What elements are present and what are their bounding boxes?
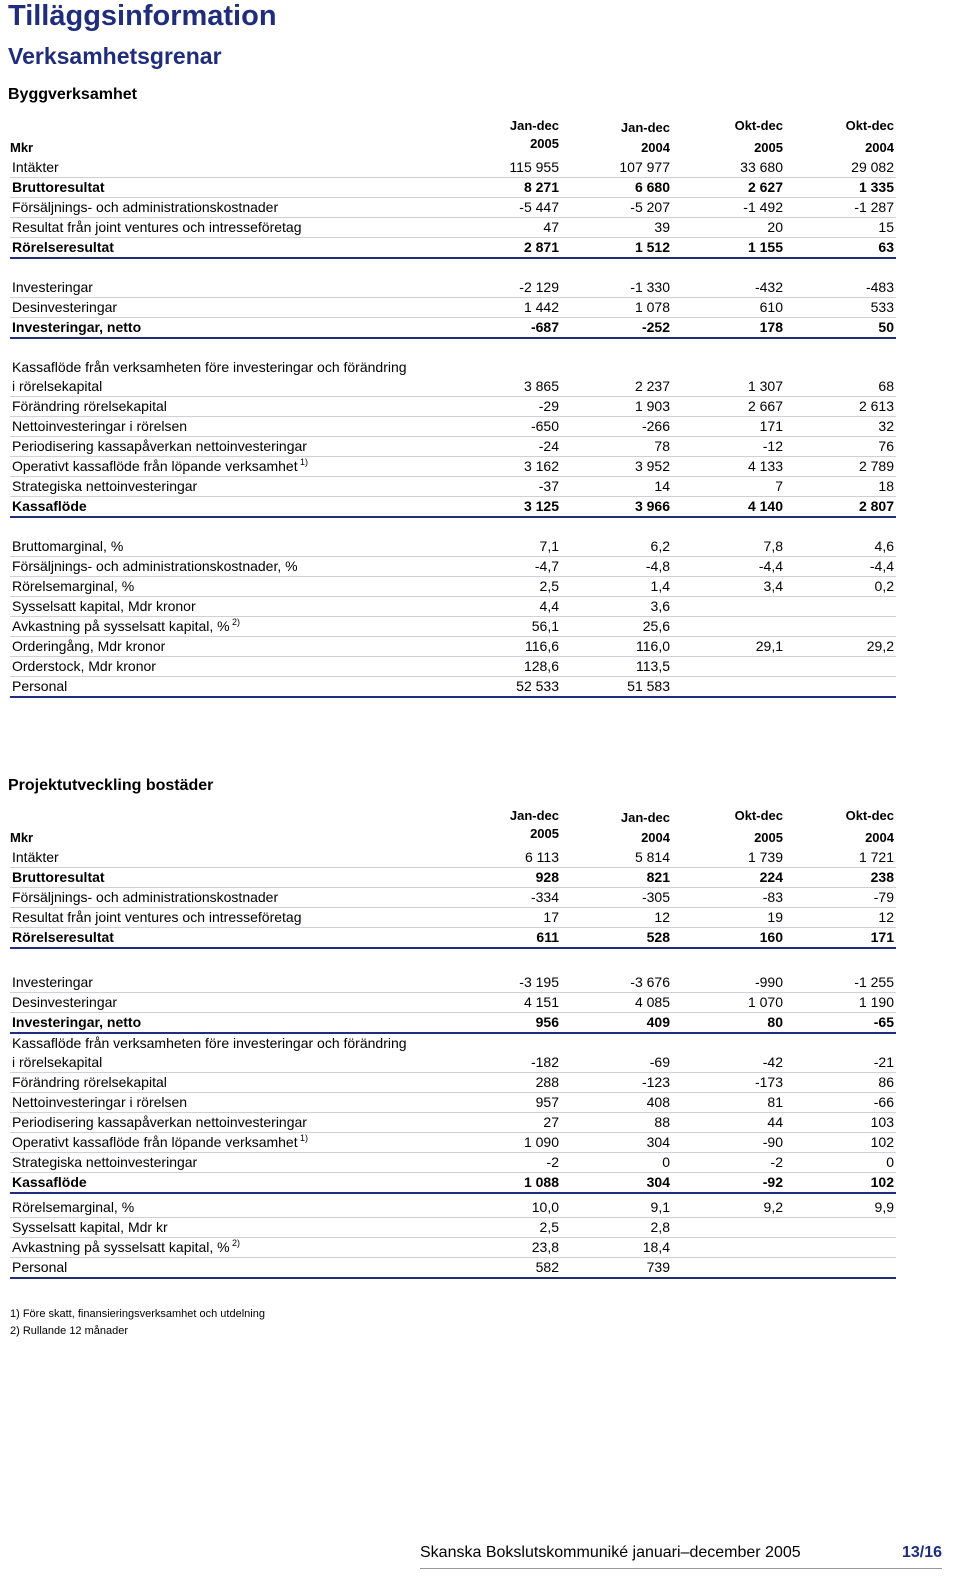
row-label: Orderingång, Mdr kronor <box>12 638 166 654</box>
row-label: Sysselsatt kapital, Mdr kr <box>12 1219 168 1235</box>
table-row <box>10 1153 896 1173</box>
table-row <box>10 278 896 298</box>
table-row <box>10 1073 896 1093</box>
row-value-col3: 80 <box>767 1014 783 1030</box>
row-value-col3: 171 <box>759 418 783 434</box>
row-label: Kassaflöde från verksamheten före investeringar och förändring <box>12 359 407 375</box>
table-row <box>10 298 896 318</box>
row-value-col4: 533 <box>870 299 894 315</box>
row-value-col2: 88 <box>654 1114 670 1130</box>
row-label: Försäljnings- och administrationskostnader <box>12 889 279 905</box>
row-label: Periodisering kassapåverkan nettoinvesteringar <box>12 438 307 454</box>
table-row <box>10 477 896 497</box>
row-value-col4: -1 287 <box>854 199 894 215</box>
row-label: Desinvesteringar <box>12 299 118 315</box>
row-value-col3: -83 <box>762 889 783 905</box>
row-value-col4: 2 807 <box>858 498 894 514</box>
row-value-col1: 52 533 <box>516 678 559 694</box>
row-value-col3: 7 <box>775 478 783 494</box>
table-header <box>10 808 896 848</box>
row-value-col1: 3 162 <box>523 458 559 474</box>
footnote-ref: 1) <box>300 457 309 467</box>
row-value-col4: 2 613 <box>858 398 894 414</box>
row-value-col3: -173 <box>754 1074 783 1090</box>
table-row <box>10 677 896 698</box>
table-row <box>10 1173 896 1194</box>
row-label: Förändring rörelsekapital <box>12 1074 167 1090</box>
row-value-col2: 39 <box>654 219 670 235</box>
row-label: Personal <box>12 678 68 694</box>
header-col3-period: Okt-dec <box>734 808 783 823</box>
row-value-col3: 160 <box>759 929 783 945</box>
row-value-col2: 409 <box>646 1014 670 1030</box>
row-value-col3: -12 <box>762 438 783 454</box>
header-col4-year: 2004 <box>865 830 894 845</box>
table-row <box>10 973 896 993</box>
table-row <box>10 358 896 397</box>
header-col2-year: 2004 <box>641 830 670 845</box>
row-value-col4: 12 <box>878 909 894 925</box>
row-value-col4: 238 <box>870 869 894 885</box>
row-value-col4: -79 <box>873 889 894 905</box>
row-value-col1: 116,6 <box>525 638 559 654</box>
row-value-col2: 5 814 <box>634 849 670 865</box>
table-row <box>10 557 896 577</box>
row-value-col2: 0 <box>662 1154 670 1170</box>
table-row <box>10 457 896 477</box>
row-value-col2: 2,8 <box>650 1219 670 1235</box>
row-value-col3: 610 <box>759 299 783 315</box>
row-value-col1: 17 <box>543 909 559 925</box>
row-value-col1: -334 <box>530 889 559 905</box>
row-value-col2: 78 <box>654 438 670 454</box>
row-value-col2: 51 583 <box>627 678 670 694</box>
table-row <box>10 848 896 868</box>
row-value-col1: 288 <box>535 1074 559 1090</box>
row-value-col1: 2,5 <box>539 1219 559 1235</box>
header-col4-period: Okt-dec <box>845 118 894 133</box>
row-value-col3: -92 <box>762 1174 783 1190</box>
header-col1-period: Jan-dec <box>509 808 559 823</box>
row-label: Investeringar <box>12 974 93 990</box>
table-row <box>10 657 896 677</box>
row-value-col2: 4 085 <box>634 994 670 1010</box>
row-value-col3: -1 492 <box>743 199 783 215</box>
row-value-col2: 116,0 <box>636 638 670 654</box>
row-value-col3: 3,4 <box>763 578 783 594</box>
row-value-col2: 1 512 <box>634 239 670 255</box>
row-value-col1: -3 195 <box>519 974 559 990</box>
row-value-col2: 113,5 <box>636 658 670 674</box>
row-value-col3: -90 <box>762 1134 783 1150</box>
row-value-col1: -37 <box>538 478 559 494</box>
row-value-col2: 304 <box>646 1134 670 1150</box>
table-row <box>10 993 896 1013</box>
row-label: Strategiska nettoinvesteringar <box>12 478 198 494</box>
row-value-col4: -1 255 <box>854 974 894 990</box>
row-value-col1: -182 <box>530 1054 559 1070</box>
row-value-col2: 6 680 <box>634 179 670 195</box>
row-value-col3: 44 <box>767 1114 783 1130</box>
row-value-col2: 6,2 <box>650 538 670 554</box>
row-value-col4: -65 <box>873 1014 894 1030</box>
row-value-col1: 4,4 <box>539 598 559 614</box>
table-row <box>10 238 896 259</box>
row-label: Rörelsemarginal, % <box>12 1199 135 1215</box>
row-value-col2: -252 <box>641 319 670 335</box>
table-row <box>10 198 896 218</box>
row-value-col3: 7,8 <box>763 538 783 554</box>
row-value-col4: 171 <box>870 929 894 945</box>
table-row <box>10 637 896 657</box>
table-row <box>10 577 896 597</box>
section-title-bygg: Byggverksamhet <box>8 86 137 103</box>
row-value-col1: 128,6 <box>523 658 559 674</box>
row-value-col1: 27 <box>543 1114 559 1130</box>
row-value-col1: -687 <box>530 319 559 335</box>
row-value-col3: 224 <box>759 869 783 885</box>
row-value-col4: -21 <box>873 1054 894 1070</box>
row-value-col2: 1 903 <box>634 398 670 414</box>
row-label: Kassaflöde <box>12 498 87 514</box>
row-value-col3: 20 <box>767 219 783 235</box>
table-row <box>10 1093 896 1113</box>
row-value-col3: 178 <box>759 319 783 335</box>
table-row <box>10 1258 896 1279</box>
footnote-2: 2) Rullande 12 månader <box>10 1325 129 1337</box>
row-value-col4: 102 <box>870 1134 894 1150</box>
row-value-col1: 23,8 <box>531 1239 559 1255</box>
footnote-ref: 2) <box>232 1238 241 1248</box>
row-value-col1: 611 <box>536 929 559 945</box>
header-mkr: Mkr <box>10 830 34 845</box>
header-col4-period: Okt-dec <box>845 808 894 823</box>
row-value-col1: -24 <box>538 438 559 454</box>
row-value-col4: 102 <box>870 1174 894 1190</box>
table-row <box>10 1133 896 1153</box>
row-value-col1: -2 <box>546 1154 559 1170</box>
row-label: Resultat från joint ventures och intresseföretag <box>12 909 302 925</box>
row-label: Nettoinvesteringar i rörelsen <box>12 418 188 434</box>
row-value-col4: 68 <box>878 378 894 394</box>
row-value-col2: 14 <box>654 478 670 494</box>
row-value-col1: -2 129 <box>519 279 559 295</box>
row-value-col2: 821 <box>646 869 670 885</box>
row-value-col1: 8 271 <box>523 179 559 195</box>
table-row <box>10 437 896 457</box>
row-spacer <box>10 259 896 278</box>
row-value-col2: -123 <box>641 1074 670 1090</box>
row-value-col3: 9,2 <box>763 1199 783 1215</box>
section-title-projekt: Projektutveckling bostäder <box>8 777 214 794</box>
row-value-col4: 0,2 <box>874 578 894 594</box>
row-value-col1: 956 <box>535 1014 559 1030</box>
footer-divider <box>420 1568 942 1569</box>
row-value-col2: -4,8 <box>645 558 670 574</box>
row-value-col2: 1,4 <box>650 578 670 594</box>
row-spacer <box>10 949 896 973</box>
row-value-col1: 7,1 <box>539 538 559 554</box>
row-value-col2: 408 <box>646 1094 670 1110</box>
row-label: Rörelseresultat <box>12 929 114 945</box>
row-value-col1: 3 125 <box>523 498 559 514</box>
row-value-col2: -305 <box>641 889 670 905</box>
table-row <box>10 928 896 949</box>
table-row <box>10 1238 896 1258</box>
row-value-col3: 1 070 <box>747 994 783 1010</box>
row-value-col1: 582 <box>535 1259 559 1275</box>
table-row <box>10 397 896 417</box>
table-header <box>10 118 896 158</box>
row-value-col4: 29 082 <box>851 159 894 175</box>
row-label: Avkastning på sysselsatt kapital, % <box>12 1239 230 1255</box>
row-label: Avkastning på sysselsatt kapital, % <box>12 618 230 634</box>
table-row <box>10 1218 896 1238</box>
row-label: Försäljnings- och administrationskostnader, % <box>12 558 298 574</box>
row-value-col1: 4 151 <box>523 994 559 1010</box>
row-value-col2: 18,4 <box>642 1239 670 1255</box>
row-value-col3: -990 <box>754 974 783 990</box>
row-value-col1: 1 090 <box>523 1134 559 1150</box>
row-value-col4: 2 789 <box>858 458 894 474</box>
row-value-col4: 29,2 <box>866 638 894 654</box>
row-value-col3: 33 680 <box>740 159 783 175</box>
table-row <box>10 218 896 238</box>
row-value-col1: 10,0 <box>531 1199 559 1215</box>
footnote-1: 1) Före skatt, finansieringsverksamhet och utdelning <box>10 1308 265 1320</box>
table-row <box>10 597 896 617</box>
table-row <box>10 617 896 637</box>
row-label: Förändring rörelsekapital <box>12 398 167 414</box>
row-value-col1: 1 088 <box>523 1174 559 1190</box>
row-value-col3: 29,1 <box>755 638 783 654</box>
row-value-col2: 12 <box>654 909 670 925</box>
row-value-col4: 4,6 <box>874 538 894 554</box>
row-value-col4: 86 <box>878 1074 894 1090</box>
row-value-col2: 25,6 <box>642 618 670 634</box>
row-value-col4: 15 <box>878 219 894 235</box>
header-mkr: Mkr <box>10 140 34 155</box>
row-value-col1: -4,7 <box>534 558 559 574</box>
row-value-col2: 1 078 <box>634 299 670 315</box>
row-label: Operativt kassaflöde från löpande verksamhet <box>12 458 298 474</box>
table-row <box>10 417 896 437</box>
row-value-col2: 3 952 <box>634 458 670 474</box>
row-label-continued: i rörelsekapital <box>12 1054 103 1070</box>
row-value-col3: -42 <box>762 1054 783 1070</box>
row-spacer <box>10 518 896 537</box>
row-value-col2: -266 <box>641 418 670 434</box>
row-value-col4: 103 <box>870 1114 894 1130</box>
table-row <box>10 158 896 178</box>
header-col2-period: Jan-dec <box>620 120 670 135</box>
table-row <box>10 1198 896 1218</box>
table-row <box>10 318 896 339</box>
table-row <box>10 497 896 518</box>
row-value-col1: 3 865 <box>523 378 559 394</box>
row-label: Kassaflöde <box>12 1174 87 1190</box>
row-value-col4: -4,4 <box>869 558 894 574</box>
row-value-col4: 50 <box>878 319 894 335</box>
row-value-col1: 6 113 <box>525 849 559 865</box>
row-value-col4: 63 <box>878 239 894 255</box>
header-col1-year: 2005 <box>530 826 559 841</box>
row-value-col3: 1 155 <box>747 239 783 255</box>
row-value-col3: 2 667 <box>747 398 783 414</box>
row-value-col2: -1 330 <box>630 279 670 295</box>
header-col3-year: 2005 <box>754 830 783 845</box>
row-value-col2: -69 <box>649 1054 670 1070</box>
row-value-col4: -66 <box>873 1094 894 1110</box>
row-value-col1: 47 <box>543 219 559 235</box>
row-label: Intäkter <box>12 849 59 865</box>
row-label: Rörelsemarginal, % <box>12 578 135 594</box>
row-value-col4: 18 <box>878 478 894 494</box>
row-value-col3: 81 <box>767 1094 783 1110</box>
table-row <box>10 908 896 928</box>
row-label-continued: i rörelsekapital <box>12 378 103 394</box>
header-col2-year: 2004 <box>641 140 670 155</box>
row-value-col1: 115 955 <box>509 159 559 175</box>
row-label: Nettoinvesteringar i rörelsen <box>12 1094 188 1110</box>
row-label: Intäkter <box>12 159 59 175</box>
row-label: Bruttoresultat <box>12 179 105 195</box>
row-value-col2: 2 237 <box>634 378 670 394</box>
row-label: Kassaflöde från verksamheten före investeringar och förändring <box>12 1035 407 1051</box>
row-value-col3: -2 <box>770 1154 783 1170</box>
row-value-col2: -5 207 <box>630 199 670 215</box>
row-label: Sysselsatt kapital, Mdr kronor <box>12 598 196 614</box>
row-value-col4: 0 <box>886 1154 894 1170</box>
row-value-col1: 56,1 <box>531 618 559 634</box>
row-value-col1: -650 <box>530 418 559 434</box>
row-label: Investeringar, netto <box>12 319 142 335</box>
row-value-col1: 957 <box>535 1094 559 1110</box>
row-label: Desinvesteringar <box>12 994 118 1010</box>
row-value-col1: 928 <box>535 869 559 885</box>
row-value-col2: 3 966 <box>634 498 670 514</box>
table-projekt <box>10 808 896 1279</box>
page-subtitle: Verksamhetsgrenar <box>8 43 222 69</box>
row-value-col4: 32 <box>878 418 894 434</box>
footer-text: Skanska Bokslutskommuniké januari–december 2005 <box>420 1544 801 1561</box>
row-value-col2: 107 977 <box>619 159 670 175</box>
row-label: Investeringar, netto <box>12 1014 142 1030</box>
header-col3-period: Okt-dec <box>734 118 783 133</box>
row-label: Resultat från joint ventures och intresseföretag <box>12 219 302 235</box>
row-label: Personal <box>12 1259 68 1275</box>
row-label: Periodisering kassapåverkan nettoinvesteringar <box>12 1114 307 1130</box>
row-value-col3: 1 307 <box>747 378 783 394</box>
row-value-col4: -483 <box>865 279 894 295</box>
row-value-col2: 3,6 <box>650 598 670 614</box>
row-value-col1: 2,5 <box>539 578 559 594</box>
row-value-col4: 76 <box>878 438 894 454</box>
table-bygg <box>10 118 896 698</box>
table-row <box>10 868 896 888</box>
row-label: Bruttomarginal, % <box>12 538 124 554</box>
page-title: Tilläggsinformation <box>8 0 277 32</box>
footnote-ref: 2) <box>232 617 241 627</box>
row-value-col3: 4 133 <box>747 458 783 474</box>
row-label: Bruttoresultat <box>12 869 105 885</box>
row-value-col3: 2 627 <box>747 179 783 195</box>
row-label: Rörelseresultat <box>12 239 114 255</box>
row-label: Investeringar <box>12 279 93 295</box>
row-value-col3: 19 <box>767 909 783 925</box>
row-value-col3: -432 <box>754 279 783 295</box>
table-row <box>10 178 896 198</box>
header-col2-period: Jan-dec <box>620 810 670 825</box>
row-value-col3: 4 140 <box>747 498 783 514</box>
row-spacer <box>10 339 896 358</box>
header-col1-period: Jan-dec <box>509 118 559 133</box>
row-value-col2: 9,1 <box>650 1199 670 1215</box>
header-col1-year: 2005 <box>530 136 559 151</box>
row-value-col3: 1 739 <box>747 849 783 865</box>
row-label: Orderstock, Mdr kronor <box>12 658 156 674</box>
table-row <box>10 1034 896 1073</box>
row-value-col4: 9,9 <box>874 1199 894 1215</box>
row-value-col1: 2 871 <box>523 239 559 255</box>
row-value-col2: 528 <box>646 929 670 945</box>
row-value-col4: 1 335 <box>858 179 894 195</box>
row-label: Operativt kassaflöde från löpande verksamhet <box>12 1134 298 1150</box>
row-value-col2: 739 <box>646 1259 670 1275</box>
row-value-col1: -29 <box>538 398 559 414</box>
row-value-col2: -3 676 <box>630 974 670 990</box>
footnote-ref: 1) <box>300 1133 309 1143</box>
header-col3-year: 2005 <box>754 140 783 155</box>
row-label: Strategiska nettoinvesteringar <box>12 1154 198 1170</box>
table-row <box>10 537 896 557</box>
row-value-col2: 304 <box>646 1174 670 1190</box>
row-value-col3: -4,4 <box>758 558 783 574</box>
row-value-col1: -5 447 <box>519 199 559 215</box>
row-value-col4: 1 190 <box>858 994 894 1010</box>
row-label: Försäljnings- och administrationskostnader <box>12 199 279 215</box>
row-value-col4: 1 721 <box>858 849 894 865</box>
header-col4-year: 2004 <box>865 140 894 155</box>
table-row <box>10 1113 896 1133</box>
row-value-col1: 1 442 <box>523 299 559 315</box>
table-row <box>10 888 896 908</box>
page-number: 13/16 <box>901 1544 942 1561</box>
table-row <box>10 1013 896 1034</box>
